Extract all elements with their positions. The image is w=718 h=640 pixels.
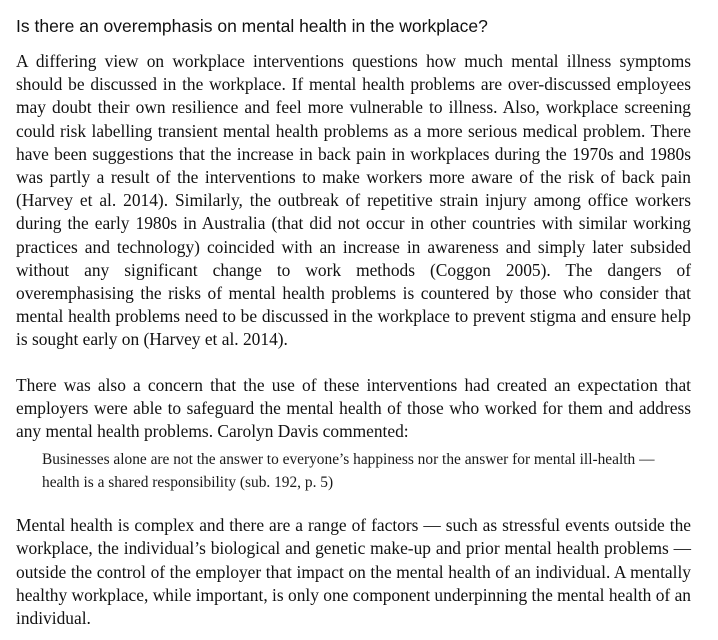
paragraph-workplace-interventions: A differing view on workplace interventions questions how much mental illness symptoms should be discussed in the workplace. If mental health problems are over-discussed employees may doubt their own resilience and feel more vulnerable to illness. Also, workplace screening could risk labelling transient mental health problems as a more serious medical problem. There have been suggestions that the increase in back pain in workplaces during the 1970s and 1980s was partly a result of the interventions to make workers more aware of the risk of back pain (Harvey et al. 2014). Similarly, the outbreak of repetitive strain injury among office workers during the early 1980s in Australia (that did not occur in other countries with similar working practices and technology) coincided with an increase in awareness and simply later subsided without any significant change to work methods (Coggon 2005). The dangers of overemphasising the risks of mental health problems is countered by those who consider that mental health problems need to be discussed in the workplace to prevent stigma and ensure help is sought early on (Harvey et al. 2014). xyxy=(16,51,691,350)
quote-carolyn-davis: Businesses alone are not the answer to everyone’s happiness nor the answer for mental ill-health — health is a shared responsibility (sub. 192, p. 5) xyxy=(42,451,655,491)
page-title: Is there an overemphasis on mental health in the workplace? xyxy=(16,16,488,36)
paragraph-mental-health-complexity: Mental health is complex and there are a range of factors — such as stressful events outside the workplace, the individual’s biological and genetic make-up and prior mental health problems — outside the control of the employer that impact on the mental health of an individual. A mentally healthy workplace, while important, is only one component underpinning the mental health of an individual. xyxy=(16,515,691,629)
paragraph-employer-expectation: There was also a concern that the use of these interventions had created an expectation that employers were able to safeguard the mental health of those who worked for them and address any mental health problems. Carolyn Davis commented: xyxy=(16,374,691,442)
